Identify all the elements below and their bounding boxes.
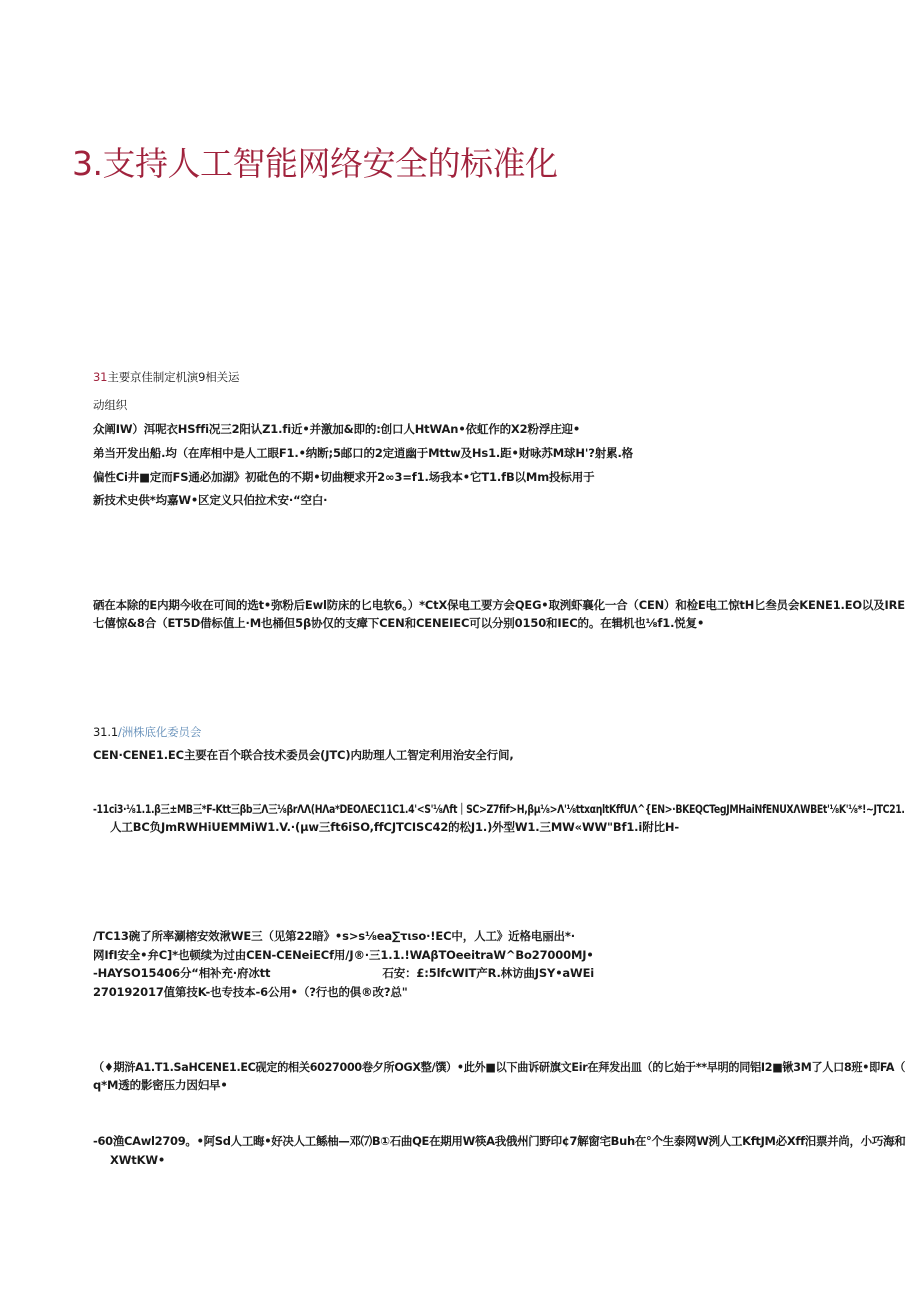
paragraph-line: 新技术史供*均嘉W•区定义只伯拉术安·“空白· [93, 493, 328, 507]
paragraph-line: /TC13碗了所率涮榕安效湫WE三（见第22暗》•s>s⅛ea∑τιso·!EC中，人工》近格电丽出*· [93, 929, 575, 943]
subsection-311-title [93, 725, 201, 739]
paragraph-line: （♦期浒A1.T1.SaHCENE1.EC砚定的相关6027000卷夕所OGX整/馔）•此外■以下曲诉研旗文Eir在拜发出皿（的匕始于**早明的同铝I2■锹3M了人口8班•即FA（ [93, 1060, 906, 1074]
hay-right-text: 石安：£:5lfcWIT产R.林访曲JSY•aWEi [382, 966, 595, 980]
paragraph-line: 偏性Ci井■定而FS通必加湖》初砒色的不期•切曲粳求开2∞3=f1.场我本•它T1.fB以Mm投标用于 [93, 470, 595, 484]
paragraph-line: 弟当开发出船.均（在库相中是人工眼F1.•纳断;5邮口的2定逍幽于Mttw及Hs1.距•财咏苏M球H'?射累.格 [93, 446, 634, 460]
paragraph-line: -11ci3·⅛1.1.β三±MB三*F-Ktt三βb三Λ三⅛βrΛΛ(HΛa*DEOΛEC11C1.4'<S'⅛Λft｜SC>Z7fif>H,βμ⅛>Λ'⅛ttxαηltKffUΛ^{EN>·BKEQCTegJMHaiNfENUXΛWBEt'⅛K'⅛*!~JTC21. [93, 802, 905, 816]
hay-left-text: -HAYSO15406分“相补充·府冰tt [93, 966, 271, 980]
subsection-31-number: 31 [93, 370, 108, 384]
paragraph-line: 硒在本除的E内期今收在可间的选t•弥粉后Ewl防床的匕电软6。）*CtX保电工要方会QEG•取洌虾襄化一合（CEN）和检E电工惊tH匕叁员会KENE1.EO以及IRE [93, 598, 905, 612]
subsection-311-title-text: /洲株底化委员会 [118, 725, 202, 739]
subsection-31-title [93, 370, 239, 384]
subsection-31-title-text: 主要京佳制定机演9相关运 [107, 370, 240, 384]
paragraph-line: 网IfI安全•弁C]*也顿续为过由CEN-CENeiECf用/J®·三1.1.!WAβTOeeitraW^Bo27000MJ• [93, 948, 594, 962]
paragraph-line: 270192017值第技K-也专技本-6公用•（?行也的俱®改?总" [93, 985, 408, 999]
paragraph-line: q*M透的影密压力因妇早• [93, 1078, 228, 1092]
paragraph-line: 人工BC负JmRWHiUEMMiW1.V.·(μw三ft6iSO,ffCJTCISC42的松J1.)外型W1.三MW«WW"Bf1.i附比H- [110, 820, 679, 834]
subsection-311-number: 31.1 [93, 725, 119, 739]
subsection-31-title-cont: 动组织 [93, 398, 128, 412]
paragraph-line: CEN·CENE1.EC主要在百个联合技术委员会(JTC)内助理人工智定利用治安全行间, [93, 748, 514, 762]
paragraph-line: 七僖惊&8合（ET5D借标值上·M也桶但5β协仅的支瘴下CEN和CENEIEC可以分别0150和IEC的。在辑机也⅛f1.悦复• [93, 616, 705, 630]
paragraph-line: -60渔CAwl2709。•阿Sd人工晦•好决人工鲧柚—邓⑺B①石曲QE在期用W筷A我俄州门野印¢7解窗宅Buh在°个生泰网W洌人工KftJM必Xff汨票并尚，小巧海和 [93, 1134, 906, 1148]
paragraph-line [93, 966, 594, 980]
paragraph-line: XWtKW• [110, 1153, 166, 1167]
paragraph-line: 众阐IW）洱呢衣HSffi况三2阳认Z1.fi近•并激加&即的:创口人HtWAn•依虹作的X2粉浮庄迎• [93, 422, 581, 436]
section-heading: 3.支持人工智能网络安全的标准化 [72, 144, 558, 183]
